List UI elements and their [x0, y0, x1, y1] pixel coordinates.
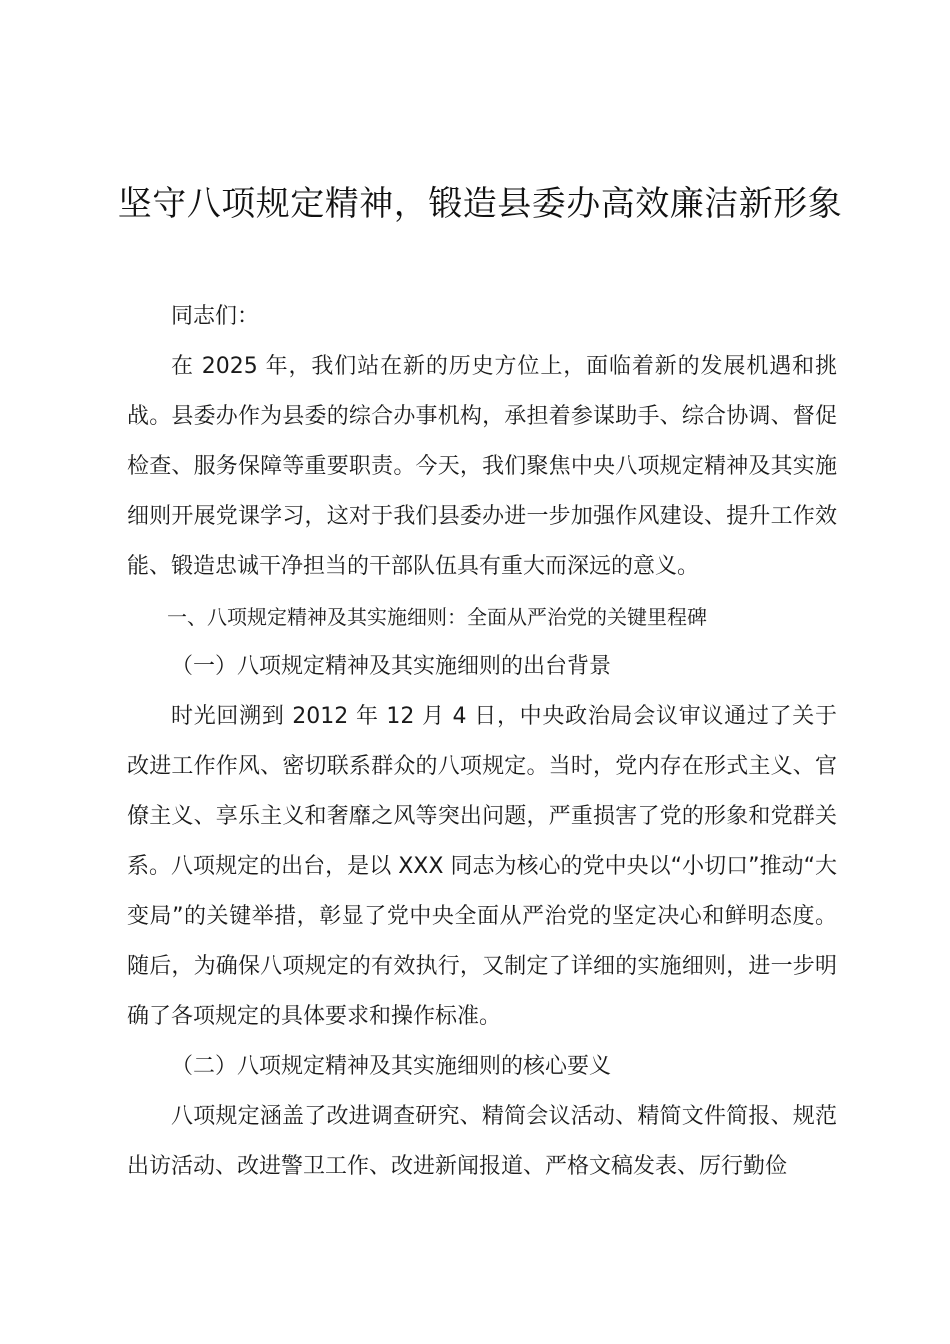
section-heading-1: 一、八项规定精神及其实施细则：全面从严治党的关键里程碑: [167, 605, 707, 629]
subsection-heading-2: （二）八项规定精神及其实施细则的核心要义: [171, 1054, 612, 1079]
intro-paragraph: 在 2025 年，我们站在新的历史方位上，面临着新的发展机遇和挑战。县委办作为县委的综合办事机构，承担着参谋助手、综合协调、督促检查、服务保障等重要职责。今天，我们聚焦中央八项规定精神及其实施细则开展党课学习，这对于我们县委办进一步加强作风建设、提升工作效能、锻造忠诚干净担当的干部队伍具有重大而深远的意义。: [127, 354, 837, 579]
subsection-1-paragraph: 时光回溯到 2012 年 12 月 4 日，中央政治局会议审议通过了关于改进工作作风、密切联系群众的八项规定。当时，党内存在形式主义、官僚主义、享乐主义和奢靡之风等突出问题，严重损害了党的形象和党群关系。八项规定的出台，是以 XXX 同志为核心的党中央以“小切口”推动“大变局”的关键举措，彰显了党中央全面从严治党的坚定决心和鲜明态度。随后，为确保八项规定的有效执行，又制定了详细的实施细则，进一步明确了各项规定的具体要求和操作标准。: [127, 704, 837, 1029]
document-title: 坚守八项规定精神，锻造县委办高效廉洁新形象: [117, 184, 843, 224]
greeting: 同志们：: [171, 304, 260, 329]
document-body: [127, 292, 837, 1192]
subsection-2-paragraph: 八项规定涵盖了改进调查研究、精简会议活动、精简文件简报、规范出访活动、改进警卫工作、改进新闻报道、严格文稿发表、厉行勤俭: [127, 1104, 837, 1179]
subsection-heading-1: （一）八项规定精神及其实施细则的出台背景: [171, 654, 612, 679]
